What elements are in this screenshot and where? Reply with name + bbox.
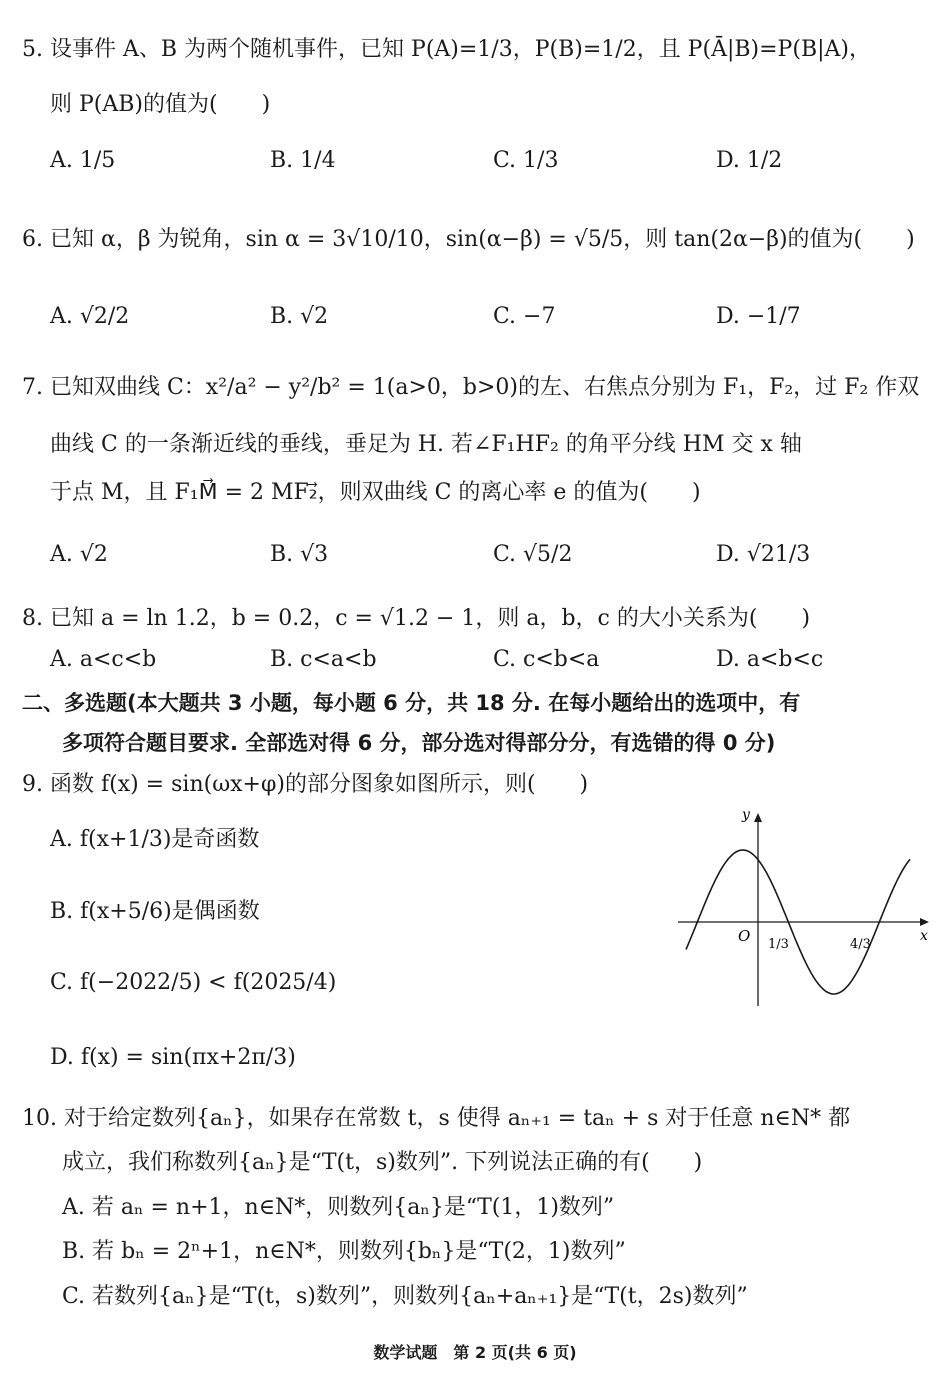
q9-option-a: A. f(x+1/3)是奇函数 bbox=[50, 827, 260, 852]
q8-option-b: B. c<a<b bbox=[270, 647, 377, 672]
q7-option-d: D. √21/3 bbox=[716, 542, 811, 567]
y-axis-arrow bbox=[754, 813, 762, 822]
q10-option-a: A. 若 aₙ = n+1，n∈N*，则数列{aₙ}是“T(1，1)数列” bbox=[62, 1195, 615, 1220]
x-axis-arrow bbox=[920, 918, 929, 926]
q6-line1: 6. 已知 α，β 为锐角，sin α = 3√10/10，sin(α−β) = √5/5，则 tan(2α−β)的值为( ) bbox=[22, 227, 915, 252]
q8-option-c: C. c<b<a bbox=[493, 647, 600, 672]
q5-line1: 5. 设事件 A、B 为两个随机事件，已知 P(A)=1/3，P(B)=1/2，且 P(Ā|B)=P(B|A)， bbox=[22, 37, 871, 62]
q7-option-b: B. √3 bbox=[270, 542, 329, 567]
q8-option-d: D. a<b<c bbox=[716, 647, 824, 672]
q10-line1: 10. 对于给定数列{aₙ}，如果存在常数 t，s 使得 aₙ₊₁ = taₙ + s 对于任意 n∈N* 都 bbox=[22, 1106, 851, 1131]
q7-option-c: C. √5/2 bbox=[493, 542, 573, 567]
q9-sine-graph bbox=[670, 808, 935, 1013]
q10-line2: 成立，我们称数列{aₙ}是“T(t，s)数列”. 下列说法正确的有( ) bbox=[62, 1150, 703, 1175]
q6-option-d: D. −1/7 bbox=[716, 304, 801, 329]
page-footer: 数学试题 第 2 页(共 6 页) bbox=[373, 1343, 577, 1362]
q10-option-c: C. 若数列{aₙ}是“T(t，s)数列”，则数列{aₙ+aₙ₊₁}是“T(t，2s)数列” bbox=[62, 1284, 748, 1309]
q5-option-a: A. 1/5 bbox=[50, 148, 116, 173]
q9-option-d: D. f(x) = sin(πx+2π/3) bbox=[50, 1045, 296, 1070]
x-axis-label: x bbox=[920, 928, 928, 944]
q5-option-d: D. 1/2 bbox=[716, 148, 783, 173]
q9-option-c: C. f(−2022/5) < f(2025/4) bbox=[50, 970, 337, 995]
tick-label-1-3: 1/3 bbox=[768, 937, 789, 952]
q5-option-b: B. 1/4 bbox=[270, 148, 336, 173]
origin-label: O bbox=[738, 927, 751, 945]
y-axis-label: y bbox=[742, 808, 750, 823]
q8-option-a: A. a<c<b bbox=[50, 647, 157, 672]
q7-option-a: A. √2 bbox=[50, 542, 108, 567]
q9-line1: 9. 函数 f(x) = sin(ωx+φ)的部分图象如图所示，则( ) bbox=[22, 772, 589, 797]
tick-label-4-3: 4/3 bbox=[850, 937, 871, 952]
q7-line3: 于点 M，且 F₁M⃗ = 2 MF₂⃗，则双曲线 C 的离心率 e 的值为( ) bbox=[50, 480, 701, 505]
q8-line1: 8. 已知 a = ln 1.2，b = 0.2，c = √1.2 − 1，则 a，b，c 的大小关系为( ) bbox=[22, 606, 811, 631]
q5-option-c: C. 1/3 bbox=[493, 148, 559, 173]
section2-heading-line1: 二、多选题(本大题共 3 小题，每小题 6 分，共 18 分. 在每小题给出的选项中，有 bbox=[22, 691, 801, 715]
section2-heading-line2: 多项符合题目要求. 全部选对得 6 分，部分选对得部分分，有选错的得 0 分) bbox=[62, 731, 776, 755]
q7-line2: 曲线 C 的一条渐近线的垂线，垂足为 H. 若∠F₁HF₂ 的角平分线 HM 交 x 轴 bbox=[50, 432, 802, 457]
q6-option-a: A. √2/2 bbox=[50, 304, 130, 329]
q6-option-c: C. −7 bbox=[493, 304, 556, 329]
q7-line1: 7. 已知双曲线 C：x²/a² − y²/b² = 1(a>0，b>0)的左、右焦点分别为 F₁，F₂，过 F₂ 作双 bbox=[22, 375, 920, 400]
q5-line2: 则 P(AB)的值为( ) bbox=[50, 92, 271, 117]
q6-option-b: B. √2 bbox=[270, 304, 329, 329]
q10-option-b: B. 若 bₙ = 2ⁿ+1，n∈N*，则数列{bₙ}是“T(2，1)数列” bbox=[62, 1239, 626, 1264]
q9-option-b: B. f(x+5/6)是偶函数 bbox=[50, 899, 260, 924]
